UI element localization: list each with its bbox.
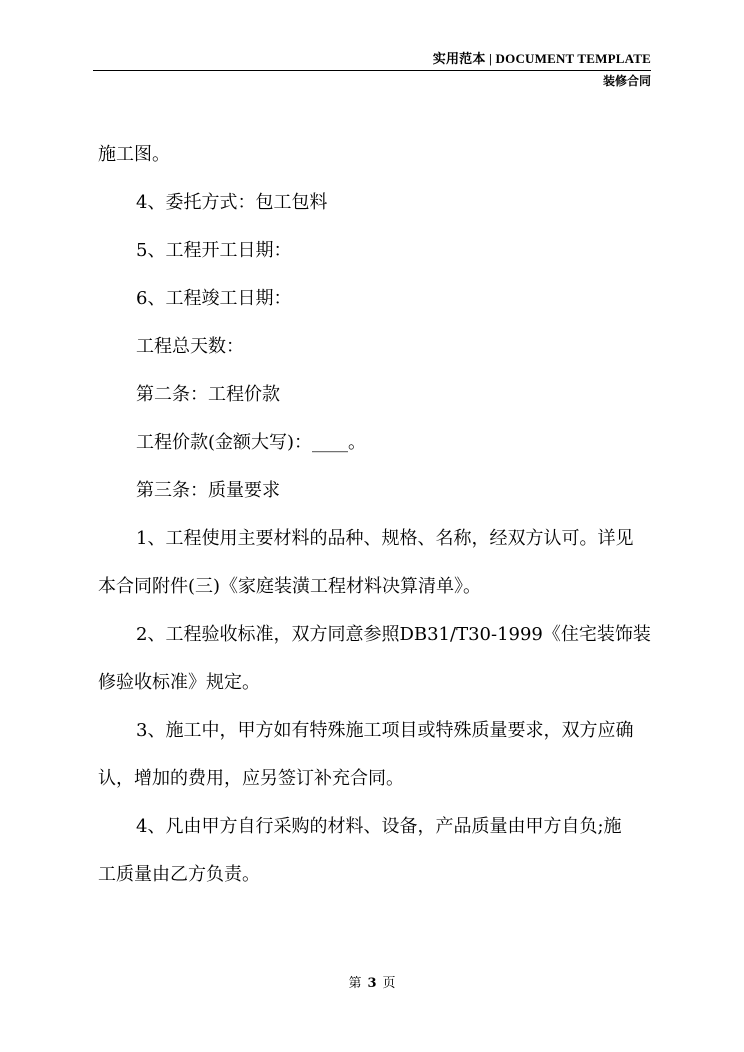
section-heading: 第二条：工程价款 <box>136 384 280 405</box>
footer-suffix: 页 <box>382 976 396 991</box>
text-line: 5、工程开工日期： <box>136 240 292 261</box>
text-line: 认，增加的费用，应另签订补充合同。 <box>98 768 404 789</box>
text-line: 6、工程竣工日期： <box>136 288 292 309</box>
text-line: 1、工程使用主要材料的品种、规格、名称，经双方认可。详见 <box>136 528 634 549</box>
text-line: 4、凡由甲方自行采购的材料、设备，产品质量由甲方自负;施 <box>136 816 622 837</box>
header-divider <box>93 70 651 71</box>
footer-prefix: 第 <box>348 976 362 991</box>
page-header <box>93 50 651 90</box>
text-line: 工程总天数： <box>136 336 244 357</box>
text-line: 施工图。 <box>98 144 170 165</box>
page-footer <box>0 974 744 994</box>
text-line: 工质量由乙方负责。 <box>98 864 260 885</box>
text-line: 4、委托方式：包工包料 <box>136 192 328 213</box>
header-subtitle: 装修合同 <box>602 74 651 88</box>
text-line: 2、工程验收标准，双方同意参照DB31/T30-1999《住宅装饰装 <box>136 624 651 645</box>
document-body <box>98 137 658 905</box>
section-heading: 第三条：质量要求 <box>136 480 280 501</box>
text-line: 工程价款(金额大写)：____。 <box>136 432 367 453</box>
text-line: 修验收标准》规定。 <box>98 672 260 693</box>
page-number: 3 <box>367 976 377 991</box>
text-line: 3、施工中，甲方如有特殊施工项目或特殊质量要求，双方应确 <box>136 720 634 741</box>
text-line: 本合同附件(三)《家庭装潢工程材料决算清单》。 <box>98 576 482 597</box>
header-title: 实用范本 | DOCUMENT TEMPLATE <box>432 51 651 66</box>
